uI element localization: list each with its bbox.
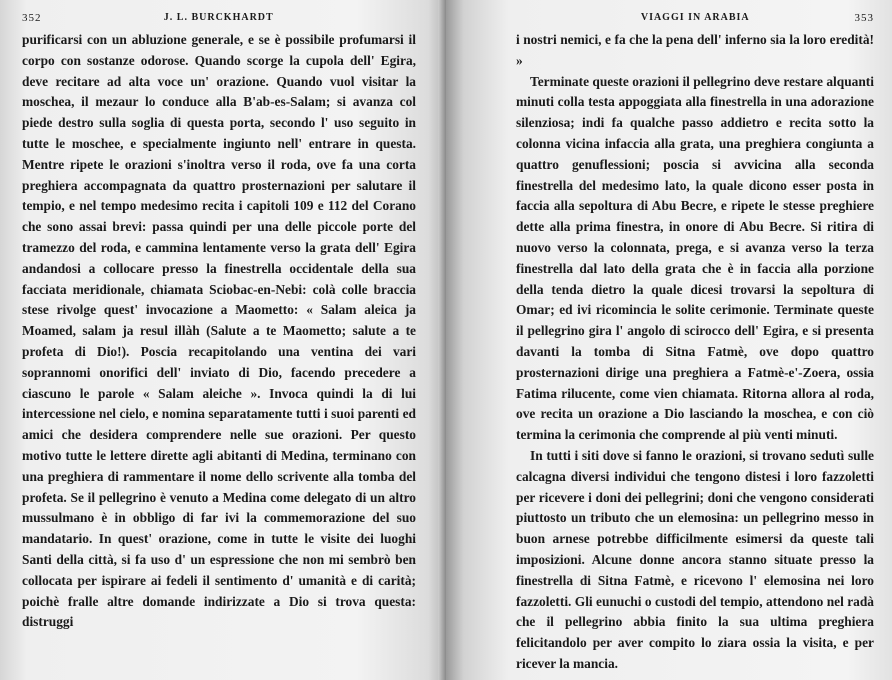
right-body-text	[516, 30, 874, 675]
left-running-title: J. L. BURCKHARDT	[163, 12, 274, 23]
right-paragraph-1: i nostri nemici, e fa che la pena dell' inferno sia la loro eredità! »	[516, 32, 874, 68]
left-page-number: 352	[22, 12, 42, 24]
right-page-number: 353	[854, 12, 874, 24]
right-paragraph-3: In tutti i siti dove si fanno le orazioni, si trovano sedutì sulle calcagna diversi individui che tengono distesi i loro fazzoletti per ricevere i doni dei pellegrini; doni che vengono considerati piuttosto un tributo che un elemosina: un pellegrino messo in buon arnese potrebbe difficilmente esimersi da queste tali imposizioni. Alcune donne ancora stanno situate presso la finestrella di Sitna Fatmè, e ricevono l' elemosina nei loro fazzoletti. Gli eunuchi o custodi del tempio, attendono nel radà che il pellegrino abbia finito la sua ultima preghiera felicitandolo per aver compito lo ziara ossia la visita, e per ricever la mancia.	[516, 447, 874, 671]
left-running-head	[22, 12, 416, 24]
right-page	[446, 0, 892, 680]
right-running-head	[516, 12, 874, 24]
left-paragraph-1: purificarsi con un abluzione generale, e se è possibile profumarsi il corpo con sostanze odorose. Quando scorge la cupola dell' Egira, deve recitare ad alta voce un' orazione. Quando vuol visitar la moschea, il mezaur lo conduce alla B'ab-es-Salam; si avanza col piede destro sulla soglia di questa porta, secondo l' uso seguito in tutte le moschee, e specialmente ingiunto nell' entrare in questa. Mentre ripete le orazioni s'inoltra verso il roda, ove fa una corta preghiera accompagnata da quattro prosternazioni per salutare il tempio, e nel tempo medesimo recita i capitoli 109 e 112 del Corano che sono assai brevi: passa quindi per una delle piccole porte del tramezzo del roda, e cammina lentamente verso la grata dell' Egira andandosi a collocare presso la finestrella occidentale della sua facciata meridionale, chiamata Sciobac-en-Nebi: colà colle braccia stese rivolge quest' invocazione a Maometto: « Salam aleica ja Moamed, salam ja resul illàh (Salute a te Maometto; salute a te profeta di Dio!). Poscia recapitolando una ventina dei vari soprannomi onorifici dell' inviato di Dio, facendo precedere a ciascuno le parole « Salam aleiche ». Invoca quindi la di lui intercessione nel cielo, e nomina separatamente tutti i suoi parenti ed amici che desidera comprendere nelle sue orazioni. Per questo motivo tutte le lettere dirette agli abitanti di Medina, terminano con una preghiera di rammentare il nome dello scrivente alla tomba del profeta. Se il pellegrino è venuto a Medina come delegato di un altro mussulmano è in obbligo di far ivi la commemorazione del suo mandatario. In quest' orazione, come in tutte le visite dei luoghi Santi della città, si fa uso d' un espressione che non mi sembrò ben collocata per ispirare ai fedeli il sentimento d' umanità e di carità; poichè fralle altre domande indirizzate a Dio si trova questa: distruggi	[22, 32, 416, 630]
left-body-text	[22, 30, 416, 633]
right-paragraph-2: Terminate queste orazioni il pellegrino deve restare alquanti minuti colla testa appoggiata alla finestrella in una adorazione silenziosa; indi fa qualche passo addietro e recita sotto la colonna vicina infaccia alla grata, una preghiera congiunta a quattro genuflessioni; poscia si avvicina alla seconda finestrella del medesimo lato, la quale dicono esser posta in faccia alla sepoltura di Abu Becre, e ripete le stesse preghiere dette alla prima finestra, in onore di Abu Becre. Si ritira di nuovo verso la colonnata, prega, e si avanza verso la terza finestrella dal lato della grata che è in faccia alla porzione della tenda dietro la quale dicesi trovarsi la sepoltura di Omar; ed ivi ricomincia le solite cerimonie. Terminate queste il pellegrino gira l' angolo di scirocco dell' Egira, e si presenta davanti la tomba di Sitna Fatmè, ove dopo quattro prosternazioni dirige una preghiera a Fatmè-e'-Zoera, ossia Fatima rilucente, come vien chiamata. Ritorna allora al roda, ove recita un orazione a Dio lasciando la moschea, e con ciò termina la cerimonia che comprende al più venti minuti.	[516, 73, 874, 443]
right-running-title: VIAGGI IN ARABIA	[640, 12, 750, 23]
